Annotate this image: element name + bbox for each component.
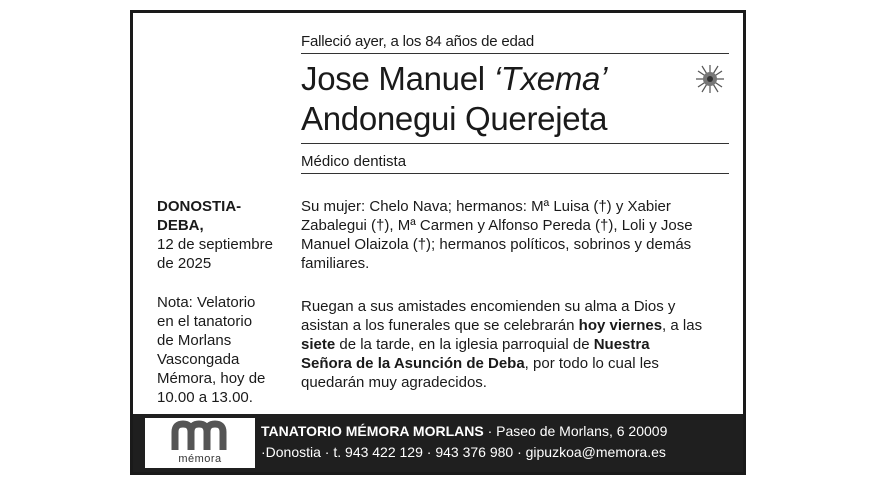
nickname: ‘Txema’ — [493, 60, 608, 97]
age-line: Falleció ayer, a los 84 años de edad — [301, 33, 534, 50]
wake-note — [157, 293, 282, 407]
funeral-text: de la tarde, en la iglesia parroquial de — [335, 336, 594, 353]
obituary-card — [130, 10, 746, 475]
funeral-day: hoy viernes — [578, 317, 663, 334]
family-paragraph — [301, 197, 729, 273]
family-line: Su mujer: Chelo Nava; hermanos: Mª Luisa (†) y Xabier — [301, 198, 671, 215]
note-line: Nota: Velatorio — [157, 294, 256, 311]
name-rule — [301, 143, 729, 144]
first-name: Jose Manuel — [301, 60, 485, 97]
funeral-home-footer — [133, 414, 743, 472]
funeral-line — [301, 335, 729, 354]
place-date — [157, 197, 282, 273]
flower-icon — [693, 61, 727, 97]
family-line: Zabalegui (†), Mª Carmen y Alfonso Pereda (†), Loli y Jose — [301, 217, 693, 234]
funeral-text: , a las — [662, 317, 703, 334]
funeral-home-address: · Paseo de Morlans, 6 20009 — [483, 423, 668, 439]
funeral-line — [301, 354, 729, 373]
note-line: de Morlans — [157, 332, 232, 349]
note-line: Mémora, hoy de — [157, 370, 266, 387]
date-line-2: de 2025 — [157, 255, 212, 272]
funeral-home-name: TANATORIO MÉMORA MORLANS — [261, 423, 484, 439]
funeral-line: Ruegan a sus amistades encomienden su alma a Dios y — [301, 298, 676, 315]
memora-logo — [145, 418, 255, 468]
memora-logo-icon — [145, 418, 255, 452]
top-rule — [301, 53, 729, 54]
funeral-hour: siete — [301, 336, 336, 353]
funeral-text: asistan a los funerales que se celebrarán — [301, 317, 579, 334]
logo-wordmark: mémora — [178, 453, 222, 465]
funeral-text: , por todo lo cual les — [524, 355, 659, 372]
footer-line-1 — [261, 423, 667, 439]
funeral-paragraph — [301, 297, 729, 392]
church-name: Nuestra — [593, 336, 650, 353]
church-name: Señora de la Asunción de Deba — [301, 355, 525, 372]
date-line-1: 12 de septiembre — [157, 236, 273, 253]
family-line: Manuel Olaizola (†); hermanos políticos, sobrinos y demás — [301, 236, 692, 253]
city: DONOSTIA- — [157, 198, 242, 215]
deceased-name-line2: Andonegui Querejeta — [301, 100, 608, 137]
note-line: Vascongada — [157, 351, 240, 368]
profession-rule — [301, 173, 729, 174]
city-2: DEBA, — [157, 217, 204, 234]
note-line: en el tanatorio — [157, 313, 253, 330]
funeral-line — [301, 316, 729, 335]
deceased-name-line1 — [301, 61, 607, 97]
profession: Médico dentista — [301, 153, 407, 170]
note-line: 10.00 a 13.00. — [157, 389, 253, 406]
footer-line-2: ·Donostia · t. 943 422 129 · 943 376 980 · gipuzkoa@memora.es — [261, 444, 666, 460]
family-line: familiares. — [301, 255, 370, 272]
funeral-line: quedarán muy agradecidos. — [301, 374, 487, 391]
